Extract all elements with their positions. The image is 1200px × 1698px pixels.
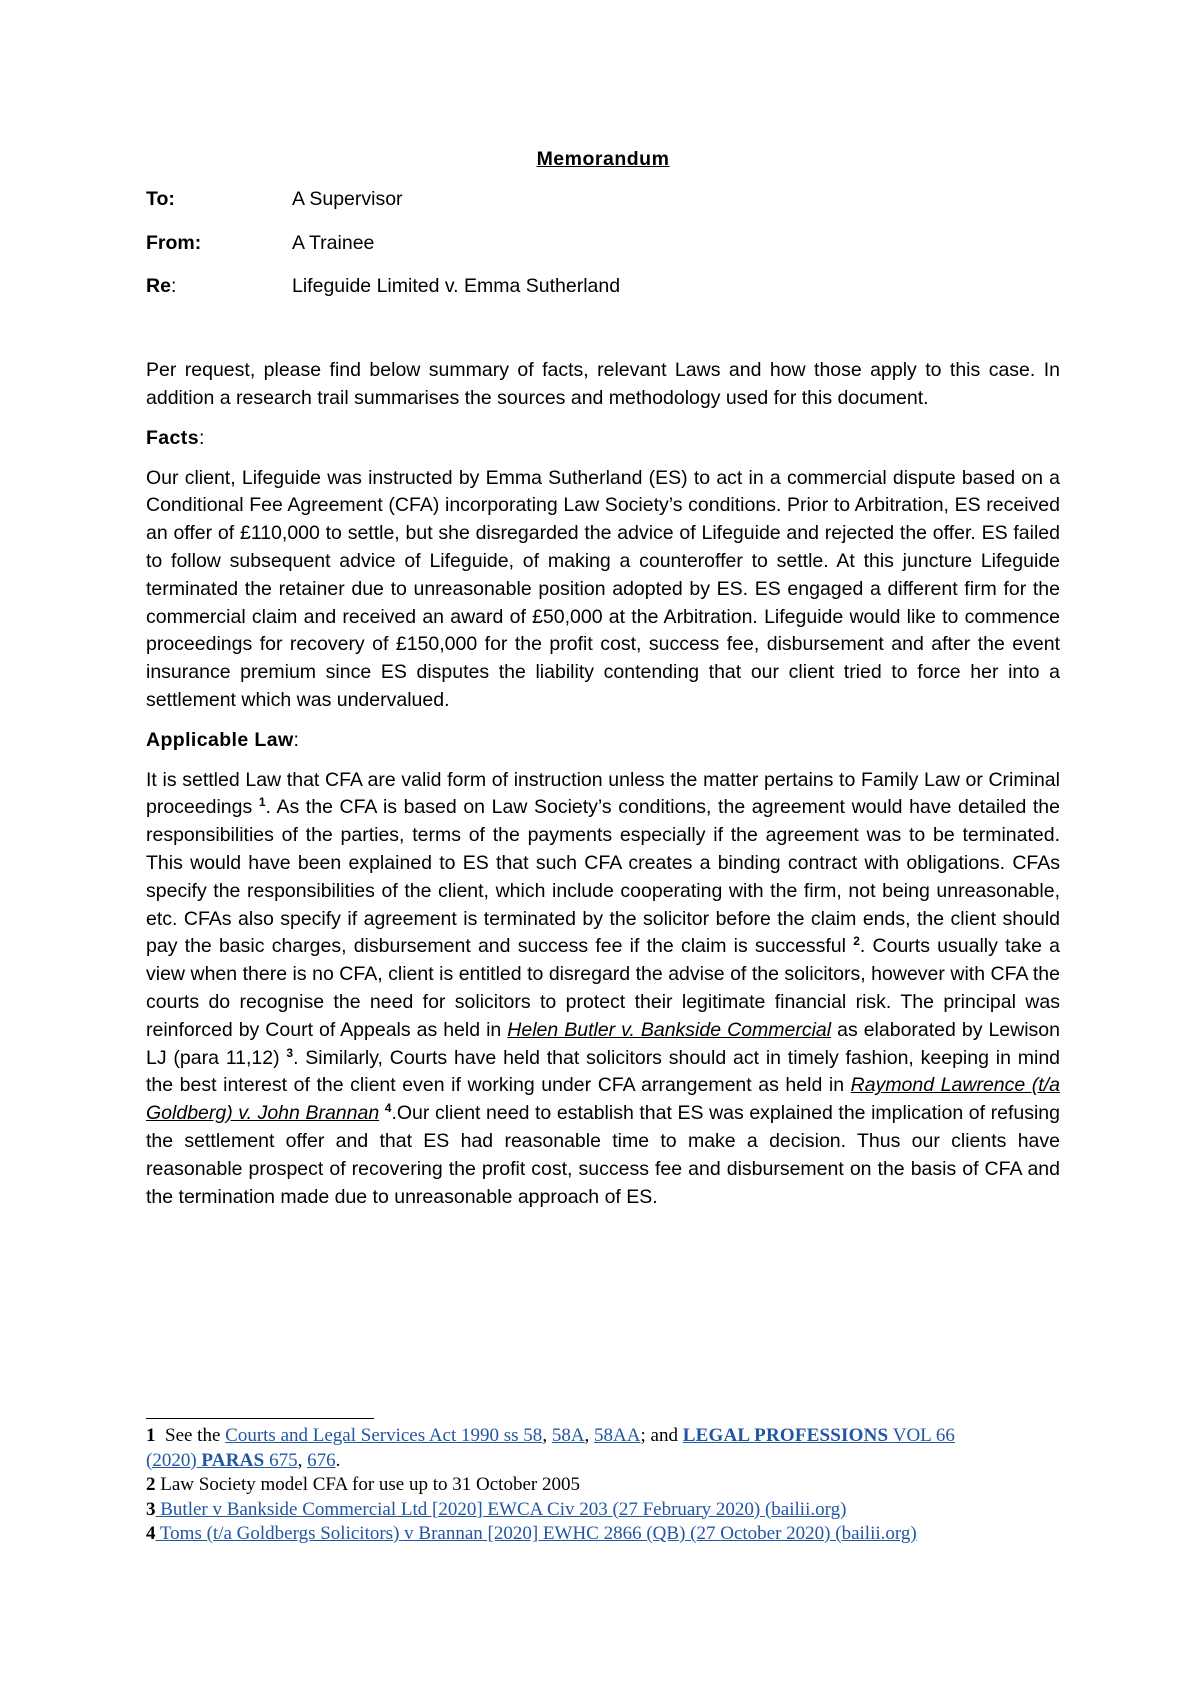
link-butler-bailii[interactable]: Butler v Bankside Commercial Ltd [2020] EWCA Civ 203 (27 February 2020) (bailii.org): [155, 1498, 847, 1520]
memo-title: Memorandum: [536, 148, 670, 170]
link-legal-professions[interactable]: LEGAL PROFESSIONS VOL 66: [682, 1425, 955, 1446]
footnote-3: 3 Butler v Bankside Commercial Ltd [2020] EWCA Civ 203 (27 February 2020) (bailii.org): [146, 1498, 847, 1520]
footnote-1-cont: (2020) PARAS 675, 676.: [146, 1449, 341, 1471]
re-value: Lifeguide Limited v. Emma Sutherland: [292, 275, 621, 298]
link-clsa-1990-s58[interactable]: Courts and Legal Services Act 1990 ss 58: [225, 1425, 543, 1446]
link-s58a[interactable]: 58A: [551, 1425, 585, 1446]
facts-paragraph: Our client, Lifeguide was instructed by Emma Sutherland (ES) to act in a commercial dispute based on a Conditional Fee Agreement (CFA) incorporating Law Society’s conditions. Prior to Arbitration, ES received an offer of £110,000 to settle, but she disregarded the advice of Lifeguide and rejected the offer. ES failed to follow subsequent advice of Lifeguide, of making a counteroffer to settle. At this juncture Lifeguide terminated the retainer due to unreasonable position adopted by ES. ES engaged a different firm for the commercial claim and received an award of £50,000 at the Arbitration. Lifeguide would like to commence proceedings for recovery of £150,000 for the profit cost, success fee, disbursement and after the event insurance premium since ES disputes the liability contending that our client tried to force her into a settlement which was undervalued.: [146, 466, 1060, 711]
case-citation-lawrence: Raymond Lawrence (t/a Goldberg) v. John Brannan: [146, 1074, 1060, 1125]
footnote-separator: [146, 1418, 374, 1419]
footnote-ref-3: 3: [286, 1045, 294, 1060]
link-paras-675[interactable]: (2020) PARAS 675: [146, 1449, 298, 1471]
intro-paragraph: Per request, please find below summary of facts, relevant Laws and how those apply to this case. In addition a research trail summarises the sources and methodology used for this document.: [146, 359, 1060, 409]
footnotes: [146, 1424, 1060, 1547]
link-para-676[interactable]: 676: [307, 1449, 336, 1471]
footnote-ref-2: 2: [853, 934, 860, 949]
law-paragraph: It is settled Law that CFA are valid form of instruction unless the matter pertains to Family Law or Criminal proceedings $^1$. As the CFA is based on Law Society’s conditions, the agreement would have detailed the responsibilities of the parties, terms of the payments especially if the agreement was to be terminated. This would have been explained to ES that such CFA creates a binding contract with obligations. CFAs specify the responsibilities of the client, which include cooperating with the firm, not being unreasonable, etc. CFAs also specify if agreement is terminated by the solicitor before the claim ends, the client should pay the basic charges, disbursement and success fee if the claim is successful $^2$. Courts usually take a view when there is no CFA, client is entitled to disregard the advise of the solicitors, however with CFA the courts do recognise the need for solicitors to protect their legitimate financial risk. The principal was reinforced by Court of Appeals as held in Helen Butler v. Bankside Commercial as elaborated by Lewison LJ (para 11,12) $^3$. Similarly, Courts have held that solicitors should act in timely fashion, keeping in mind the best interest of the client even if working under CFA arrangement as held in Raymond Lawrence (t/a Goldberg) v. John Brannan $^4$.Our client need to establish that ES was explained the implication of refusing the settlement offer and that ES had reasonable time to make a decision. Thus our clients have reasonable prospect of recovering the profit cost, success fee and disbursement on the basis of CFA and the termination made due to unreasonable approach of ES.: [146, 768, 1061, 1208]
link-s58aa[interactable]: 58AA: [594, 1425, 641, 1446]
from-value: A Trainee: [292, 231, 375, 254]
footnote-ref-4: 4: [384, 1101, 392, 1116]
from-row: [146, 230, 1060, 258]
case-citation-butler: Helen Butler v. Bankside Commercial: [507, 1018, 832, 1041]
memo-body: [146, 146, 1060, 1223]
re-colon: :: [170, 275, 177, 298]
footnote-2: 2 Law Society model CFA for use up to 31 October 2005: [146, 1474, 580, 1495]
footnote-4: 4 Toms (t/a Goldbergs Solicitors) v Brannan [2020] EWHC 2866 (QB) (27 October 2020) (bailii.org): [146, 1523, 917, 1544]
re-label: Re: [146, 275, 171, 298]
footnote-ref-1: 1: [258, 795, 266, 810]
footnote-1: 1 See the Courts and Legal Services Act 1990 ss 58, 58A, 58AA; and LEGAL PROFESSIONS VOL 66: [146, 1425, 955, 1446]
facts-heading: Facts:: [146, 426, 205, 449]
re-row: [146, 273, 1060, 301]
to-row: [146, 186, 1060, 214]
link-toms-bailii[interactable]: Toms (t/a Goldbergs Solicitors) v Brannan [2020] EWHC 2866 (QB) (27 October 2020) (bailii.org): [155, 1523, 917, 1544]
to-value: A Supervisor: [292, 187, 403, 210]
paras-year: (2020): [146, 1449, 202, 1471]
law-heading: Applicable Law:: [146, 728, 299, 751]
from-label: From:: [146, 231, 202, 254]
to-label: To:: [146, 187, 175, 210]
